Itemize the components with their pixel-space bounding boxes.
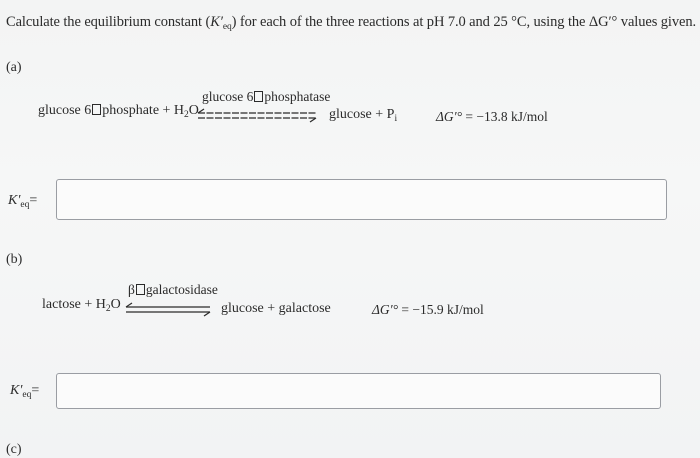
- part-a-product-text: glucose + P: [329, 107, 395, 122]
- part-b-keq-label: [10, 383, 39, 400]
- question-suffix: ) for each of the three reactions at pH 7.0 and 25 °C, using the: [231, 14, 589, 30]
- part-b-equilibrium-arrow-icon: [124, 304, 214, 316]
- delta-g-symbol: ΔG′°: [588, 14, 618, 30]
- part-b-delta-g-value: = −15.9 kJ/mol: [398, 302, 484, 317]
- part-a-delta-g-symbol: ΔG′°: [436, 109, 463, 124]
- keq-equals: =: [31, 383, 40, 398]
- question-text: [6, 14, 696, 32]
- part-b-label: (b): [6, 252, 23, 267]
- part-a-water-end: O: [188, 103, 199, 118]
- question-end: values given.: [617, 14, 696, 30]
- k-symbol: K′: [210, 14, 223, 30]
- part-a-enzyme: [202, 89, 330, 105]
- part-a-equilibrium-arrow-icon: [196, 110, 320, 122]
- part-a-reactants: [38, 103, 199, 120]
- k-subscript: eq: [222, 22, 232, 32]
- keq-subscript: eq: [22, 390, 32, 400]
- part-a-product-subscript: i: [394, 114, 398, 124]
- part-b-enzyme-prefix: β: [128, 282, 135, 297]
- part-a-enzyme-prefix: glucose 6: [202, 89, 254, 104]
- missing-glyph-icon: [92, 104, 101, 115]
- part-c-label: (c): [6, 442, 22, 457]
- part-a-products: [329, 107, 397, 124]
- question-prefix: Calculate the equilibrium constant (: [6, 14, 211, 30]
- part-b-reactants: [42, 297, 121, 314]
- part-a-delta-g-value: = −13.8 kJ/mol: [462, 109, 548, 124]
- part-b-enzyme-rest: galactosidase: [145, 282, 218, 297]
- keq-subscript: eq: [20, 200, 30, 210]
- missing-glyph-icon: [136, 284, 145, 295]
- part-b-answer-input[interactable]: [56, 373, 661, 409]
- part-b-delta-g-symbol: ΔG′°: [372, 302, 399, 317]
- part-b-water-subscript: 2: [105, 304, 111, 314]
- part-b-products: glucose + galactose: [221, 301, 331, 316]
- part-b-delta-g: [372, 302, 484, 318]
- part-a-keq-label: [8, 193, 37, 210]
- keq-symbol: K′: [10, 383, 23, 398]
- keq-equals: =: [29, 193, 38, 208]
- part-a-reactant-prefix: glucose 6: [38, 103, 92, 118]
- part-a-reactant-rest: phosphate + H: [102, 103, 185, 118]
- missing-glyph-icon: [254, 91, 263, 102]
- part-b-reactant-text: lactose + H: [42, 297, 106, 312]
- keq-symbol: K′: [8, 193, 21, 208]
- part-a-delta-g: [436, 109, 548, 125]
- part-a-answer-input[interactable]: [56, 179, 667, 220]
- part-b-enzyme: [128, 282, 218, 298]
- part-a-enzyme-rest: phosphatase: [264, 89, 331, 104]
- part-a-label: (a): [6, 60, 22, 75]
- part-b-water-end: O: [110, 297, 121, 312]
- part-a-water-subscript: 2: [184, 110, 189, 120]
